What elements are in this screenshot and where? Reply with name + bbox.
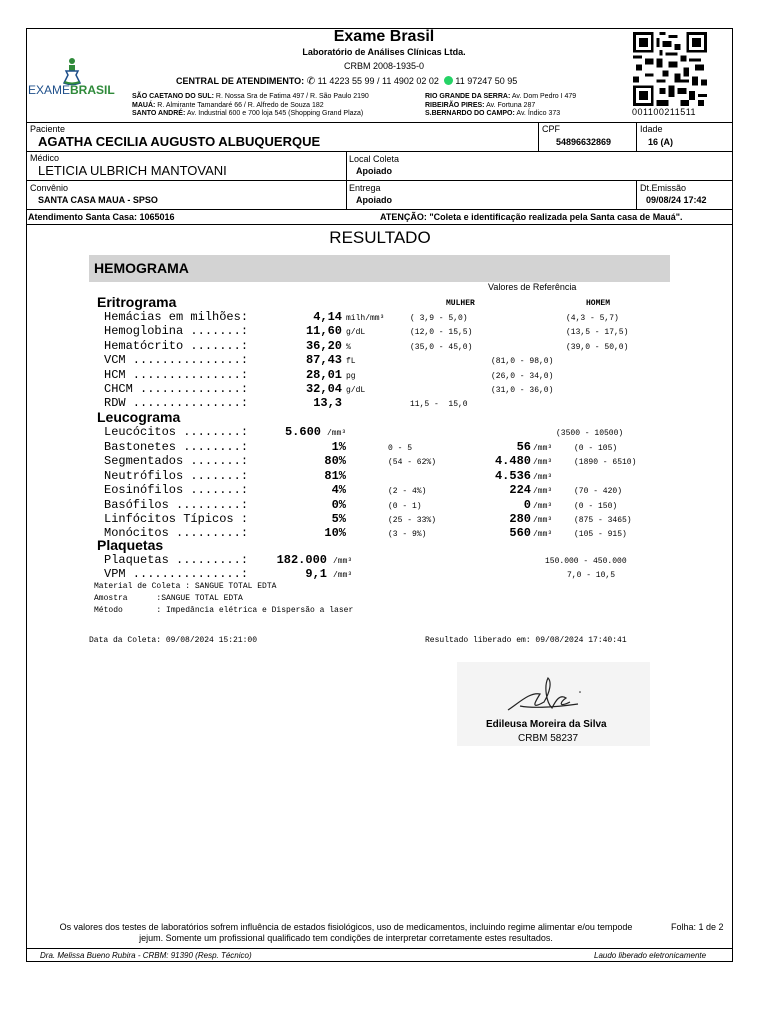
resultado-liberado: Resultado liberado em: 09/08/2024 17:40:41 [425,636,627,645]
eri-row-value: 11,60 [305,324,342,339]
addresses-left [132,93,369,119]
leuco-row-pct: 0% [331,497,346,512]
footer-folha: Folha: 1 de 2 [671,922,724,932]
leuco-row-ref-pct: (2 - 4%) [388,487,427,497]
leuco-row-unit: /mm³ [533,530,553,540]
label-convenio: Convênio [30,183,69,193]
footer-laudo: Laudo liberado eletronicamente [594,951,707,960]
leuco-row-ref-abs: (0 - 150) [574,501,618,511]
atendimento-santa-casa: Atendimento Santa Casa: 1065016 [28,212,175,222]
signature-scribble [500,672,590,722]
eri-row-ref-homem: (31,0 - 36,0) [491,386,554,395]
leuco-row-abs: 560 [509,526,531,541]
central-phones: 11 4223 55 99 / 11 4902 02 02 [317,76,439,86]
section-eritrograma: Eritrograma [97,294,177,310]
leuco-row-ref-pct: (3 - 9%) [388,530,427,540]
leuco-row-pct: 5% [331,512,346,526]
local-coleta-value: Apoiado [356,166,392,176]
plaq-row-label: Plaquetas .........: [104,553,249,567]
eri-row-unit: g/dL [346,386,366,395]
leuco-row-ref-abs: (1890 - 6510) [574,458,637,468]
eri-row-label: Hemoglobina .......: [104,324,249,339]
convenio-value: SANTA CASA MAUA - SPSO [38,195,158,205]
data-coleta: Data da Coleta: 09/08/2024 15:21:00 [89,636,258,645]
atencao-note: ATENÇÃO: "Coleta e identificação realizada pela Santa casa de Mauá". [380,212,683,222]
address-line: MAUÁ: R. Almirante Tamandaré 66 / R. Alfredo de Souza 182 [132,101,324,109]
leuco-row-ref-pct: (25 - 33%) [388,516,437,525]
footer-disclaimer: Os valores dos testes de laboratórios sofrem influência de estados fisiológicos, uso de medicamentos, incluindo regime alimentar e/ou tempode jejum. Somente um profissional qualificado tem condições de interpretar corretamente estes resultados. [59,922,633,943]
leuco-row-abs: 280 [509,512,531,526]
eri-row-value: 87,43 [305,353,342,368]
leuco-row-label: Basófilos .........: [104,497,249,512]
eri-row-unit: pg [346,371,356,381]
leuco-row-ref-pct: (0 - 1) [388,501,422,511]
eri-row-label: Hematócrito .......: [104,338,249,353]
plaq-row-unit: /mm³ [333,557,353,566]
phone-icon: ✆ [306,76,316,87]
eri-row-ref-mulher: ( 3,9 - 5,0) [410,314,468,323]
ref-mulher: MULHER [446,299,475,308]
company-crbm: CRBM 2008-1935-0 [343,61,425,71]
address-line: SÃO CAETANO DO SUL: R. Nossa Sra de Fatima 497 / R. São Paulo 2190 [132,93,369,100]
leuco-row-ref-abs: (0 - 105) [574,444,618,453]
label-idade: Idade [640,124,663,134]
leuco-row-unit: /mm³ [533,472,553,482]
leuco-row-abs: 0 [523,497,531,512]
eri-row-ref-homem: (13,5 - 17,5) [566,328,629,338]
plaq-row-ref: 7,0 - 10,5 [567,571,616,581]
leuco-row-pct: 80% [324,454,346,469]
leucocitos-value: 5.600 [284,425,321,439]
idade-value: 16 (A) [648,137,674,147]
label-entrega: Entrega [349,183,381,193]
cpf-value: 54896632869 [556,137,612,147]
ref-header: Valores de Referência [488,282,577,292]
label-cpf: CPF [542,124,560,134]
exam-title: HEMOGRAMA [94,260,189,276]
leuco-row-label: Segmentados .......: [104,454,249,469]
medico-name: LETICIA ULBRICH MANTOVANI [38,163,227,178]
label-paciente: Paciente [30,124,66,134]
company-name: Exame Brasil [333,28,435,45]
leuco-row-pct: 4% [331,483,346,498]
leuco-row-pct: 81% [324,468,346,483]
address-line: SANTO ANDRÉ: Av. Industrial 600 e 700 loja 545 (Shopping Grand Plaza) [132,110,364,117]
eri-row-ref-mulher: 11,5 - 15,0 [410,400,468,410]
whatsapp-icon [444,76,453,85]
plaq-row-value: 182.000 [276,553,327,567]
leuco-row-unit: /mm³ [533,516,553,525]
leuco-row-abs: 224 [509,483,531,498]
whatsapp-number: 11 97247 50 95 [455,76,518,86]
eri-row-unit: fL [346,357,356,367]
eri-row-unit: milh/mm³ [346,314,385,323]
eri-row-label: Hemácias em milhões: [104,310,249,324]
leuco-row-label: Monócitos .........: [104,526,249,541]
leuco-row-ref-abs: (875 - 3465) [574,516,632,525]
leuco-row-label: Neutrófilos .......: [104,468,249,483]
entrega-value: Apoiado [356,195,392,205]
label-local-coleta: Local Coleta [349,154,400,164]
ref-homem: HOMEM [586,299,611,308]
leuco-row-label: Eosinófilos .......: [104,483,249,498]
address-line: S.BERNARDO DO CAMPO: Av. Índico 373 [425,110,561,117]
plaq-row-label: VPM ...............: [104,567,249,582]
leuco-row-abs: 56 [516,440,531,454]
eri-row-value: 32,04 [305,382,342,396]
label-medico: Médico [30,153,60,163]
leuco-row-abs: 4.480 [494,454,531,469]
metodo: Método : Impedância elétrica e Dispersão a laser [94,606,354,615]
eri-row-value: 13,3 [313,396,342,411]
eri-row-label: CHCM ..............: [104,382,249,396]
qr-code-icon [633,32,707,106]
leuco-row-ref-pct: (54 - 62%) [388,458,437,468]
eri-row-ref-homem: (4,3 - 5,7) [566,314,619,323]
eri-row-ref-homem: (39,0 - 50,0) [566,342,629,352]
qr-code-number: 001100211511 [632,107,697,117]
leuco-row-unit: /mm³ [533,444,553,453]
leuco-row-pct: 1% [331,440,346,454]
leucocitos-ref: (3500 - 10500) [556,429,624,438]
eri-row-value: 28,01 [305,367,342,382]
signature-name: Edileusa Moreira da Silva [486,719,607,730]
addresses-right [425,93,576,119]
logo-text-exame: EXAME [28,83,71,97]
eri-row-ref-mulher: (35,0 - 45,0) [410,342,473,352]
company-subtitle: Laboratório de Análises Clínicas Ltda. [302,47,466,57]
leuco-row-label: Linfócitos Típicos : [104,512,249,526]
eri-row-value: 4,14 [313,310,342,324]
emissao-value: 09/08/24 17:42 [646,195,707,205]
central-label: CENTRAL DE ATENDIMENTO: [176,76,305,86]
eri-row-unit: % [346,342,351,352]
label-emissao: Dt.Emissão [640,183,687,193]
leuco-row-unit: /mm³ [533,501,553,511]
leuco-row-ref-abs: (105 - 915) [574,530,627,540]
amostra: Amostra :SANGUE TOTAL EDTA [94,594,243,603]
plaq-row-ref: 150.000 - 450.000 [545,557,627,566]
footer-resp-tecnico: Dra. Melissa Bueno Rubira - CRBM: 91390 (Resp. Técnico) [40,951,252,960]
eri-row-unit: g/dL [346,328,366,338]
leuco-row-unit: /mm³ [533,458,553,468]
material-coleta: Material de Coleta : SANGUE TOTAL EDTA [94,582,277,591]
section-plaquetas: Plaquetas [97,537,164,553]
leuco-row-unit: /mm³ [533,487,553,497]
leuco-row-ref-abs: (70 - 420) [574,487,623,497]
address-line: RIO GRANDE DA SERRA: Av. Dom Pedro I 479 [425,93,577,100]
leuco-row-pct: 10% [324,526,346,541]
paciente-name: AGATHA CECILIA AUGUSTO ALBUQUERQUE [38,134,321,149]
logo-text-brasil: BRASIL [70,83,115,97]
eri-row-label: VCM ...............: [104,353,249,368]
eri-row-value: 36,20 [305,338,342,353]
eri-row-label: HCM ...............: [104,367,249,382]
leucocitos-label: Leucócitos ........: [104,425,249,439]
central-atendimento [176,76,517,87]
leuco-row-ref-pct: 0 - 5 [388,444,413,453]
eri-row-ref-homem: (81,0 - 98,0) [491,357,554,367]
leuco-row-label: Bastonetes ........: [104,440,249,454]
leucocitos-unit: /mm³ [327,429,347,438]
address-line: RIBEIRÃO PIRES: Av. Fortuna 287 [425,101,536,109]
eri-row-ref-mulher: (12,0 - 15,5) [410,328,473,338]
leuco-row-abs: 4.536 [494,468,531,483]
result-title: RESULTADO [329,228,431,247]
plaq-row-value: 9,1 [305,567,327,582]
plaq-row-unit: /mm³ [333,571,353,581]
section-leucograma: Leucograma [97,409,181,425]
eri-row-ref-homem: (26,0 - 34,0) [491,371,554,381]
eri-row-label: RDW ...............: [104,396,249,411]
signature-crbm: CRBM 58237 [518,733,579,744]
